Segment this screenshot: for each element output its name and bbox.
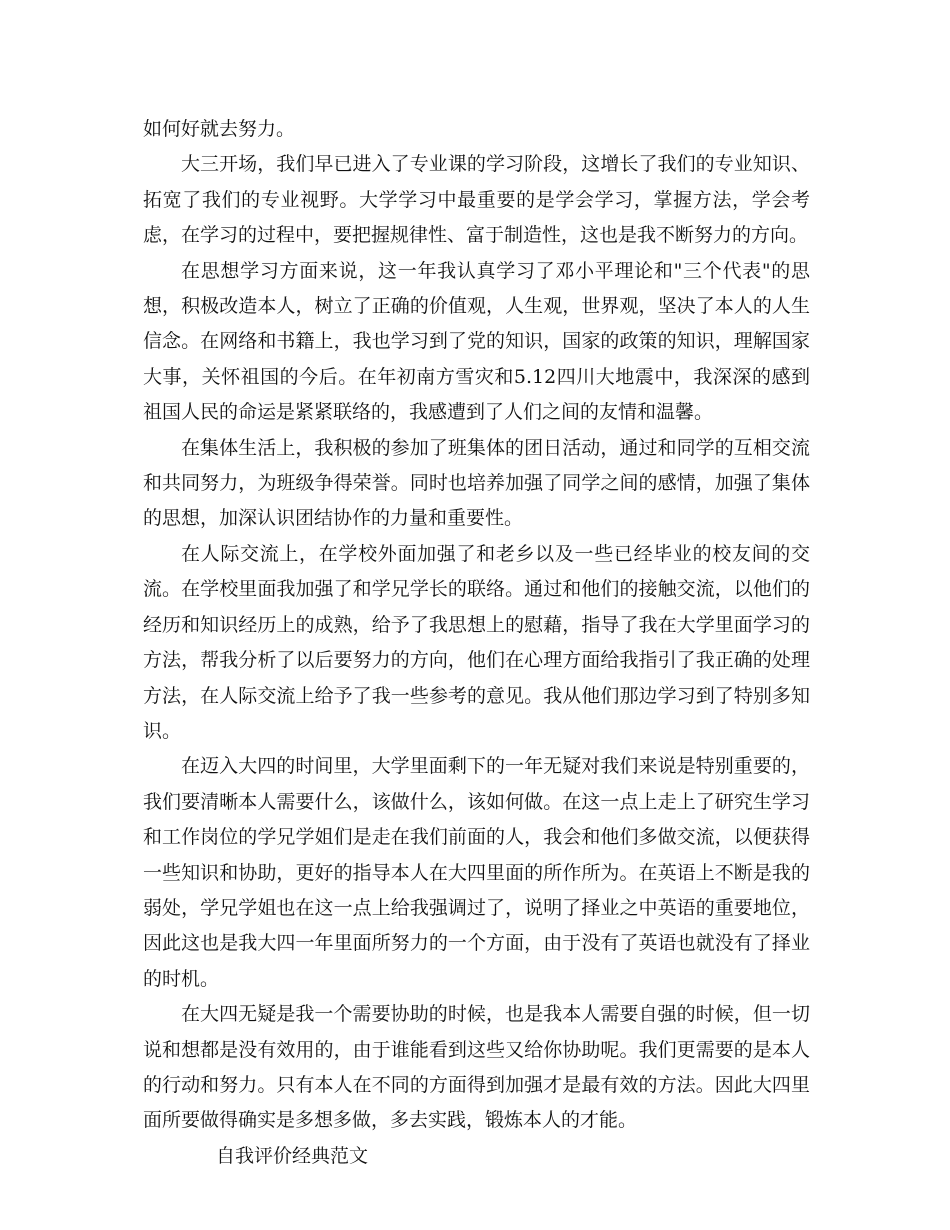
document-body: [143, 112, 810, 1174]
paragraph-senior-year-plan: 在迈入大四的时间里，大学里面剩下的一年无疑对我们来说是特别重要的，我们要清晰本人需要什么，该做什么，该如何做。在这一点上走上了研究生学习和工作岗位的学兄学姐们是走在我们前面的人，我会和他们多做交流，以便获得一些知识和协助，更好的指导本人在大四里面的所作所为。在英语上不断是我的弱处，学兄学姐也在这一点上给我强调过了，说明了择业之中英语的重要地位，因此这也是我大四一年里面所努力的一个方面，由于没有了英语也就没有了择业的时机。: [143, 755, 810, 990]
section-heading: 自我评价经典范文: [216, 1144, 369, 1167]
paragraph-interpersonal-communication: 在人际交流上，在学校外面加强了和老乡以及一些已经毕业的校友间的交流。在学校里面我加强了和学兄学长的联络。通过和他们的接触交流，以他们的经历和知识经历上的成熟，给予了我思想上的慰藉，指导了我在大学里面学习的方法，帮我分析了以后要努力的方向，他们在心理方面给我指引了我正确的处理方法，在人际交流上给予了我一些参考的意见。我从他们那边学习到了特别多知识。: [143, 542, 810, 742]
paragraph-self-improvement: 在大四无疑是我一个需要协助的时候，也是我本人需要自强的时候，但一切说和想都是没有效用的，由于谁能看到这些又给你协助呢。我们更需要的是本人的行动和努力。只有本人在不同的方面得到加强才是最有效的方法。因此大四里面所要做得确实是多想多做，多去实践，锻炼本人的才能。: [143, 1003, 810, 1132]
paragraph-continued: 如何好就去努力。: [143, 118, 296, 140]
paragraph-junior-year-study: 大三开场，我们早已进入了专业课的学习阶段，这增长了我们的专业知识、拓宽了我们的专业视野。大学学习中最重要的是学会学习，掌握方法，学会考虑，在学习的过程中，要把握规律性、富于制造性，这也是我不断努力的方向。: [143, 153, 810, 247]
paragraph-collective-life: 在集体生活上，我积极的参加了班集体的团日活动，通过和同学的互相交流和共同努力，为班级争得荣誉。同时也培养加强了同学之间的感情，加强了集体的思想，加深认识团结协作的力量和重要性。: [143, 436, 810, 530]
paragraph-ideological-study: 在思想学习方面来说，这一年我认真学习了邓小平理论和"三个代表"的思想，积极改造本人，树立了正确的价值观，人生观，世界观，坚决了本人的人生信念。在网络和书籍上，我也学习到了党的知识，国家的政策的知识，理解国家大事，关怀祖国的今后。在年初南方雪灾和5.12四川大地震中，我深深的感到祖国人民的命运是紧紧联络的，我感遭到了人们之间的友情和温馨。: [143, 259, 810, 424]
